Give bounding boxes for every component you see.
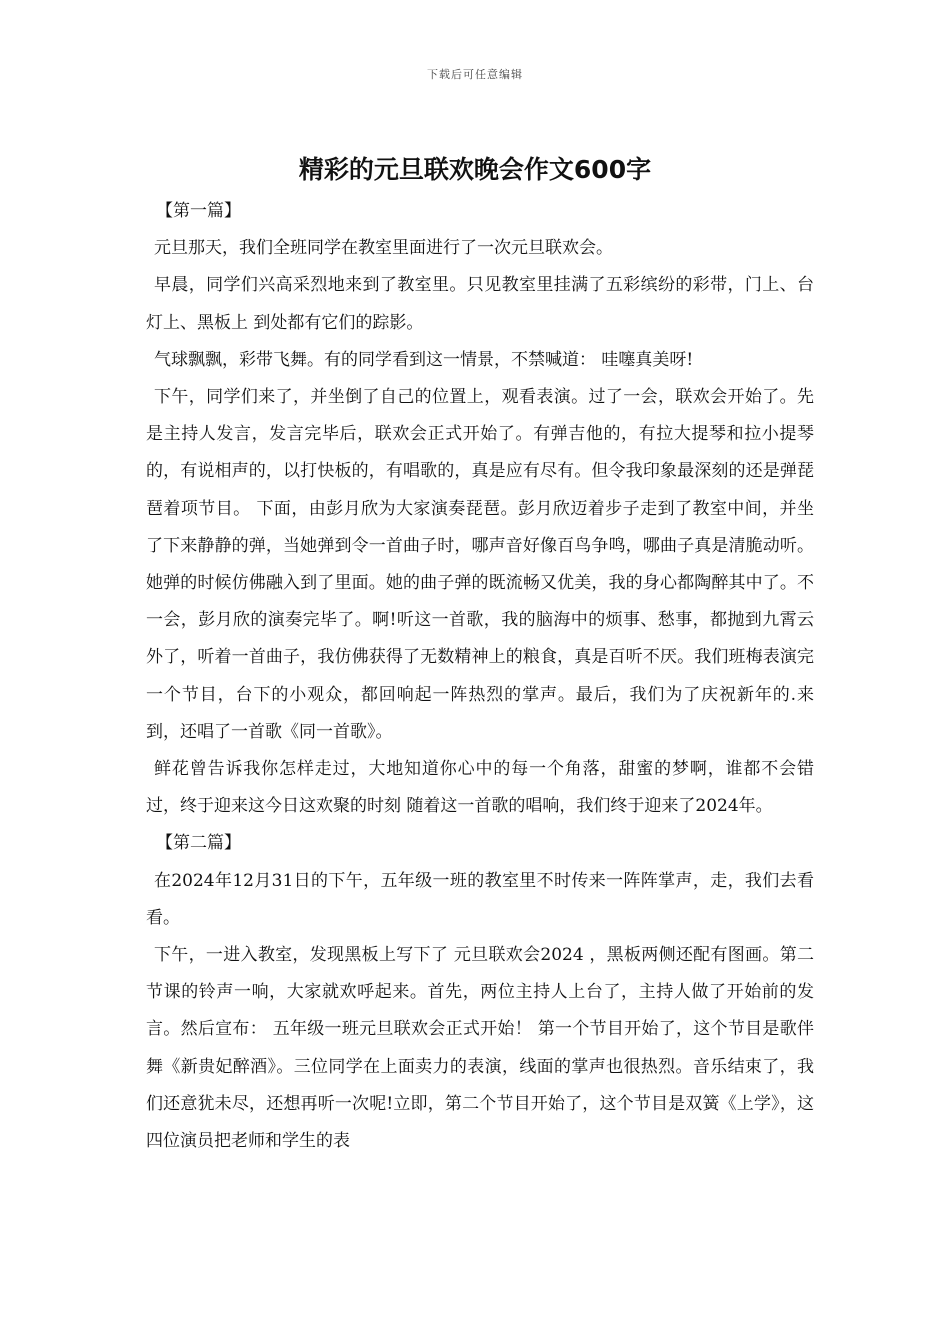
paragraph: 元旦那天，我们全班同学在教室里面进行了一次元旦联欢会。 (154, 238, 613, 259)
paragraph: 下午，一进入教室，发现黑板上写下了 元旦联欢会2024 ，黑板两侧还配有图画。第二节课的铃声一响，大家就欢呼起来。首先，两位主持人上台了，主持人做了开始前的发言。然后宣布： 五年级一班元旦联欢会正式开始！ 第一个节目开始了，这个节目是歌伴舞《新贵妃醉酒》。三位同学在上面卖力的表演，线面的掌声也很热烈。音乐结束了，我们还意犹未尽，还想再听一次呢!立即，第二个节目开始了，这个节目是双簧《上学》，这四位演员把老师和学生的表 (146, 945, 814, 1152)
header-note: 下载后可任意编辑 (427, 68, 523, 81)
section-one (146, 193, 814, 825)
section-heading: 【第二篇】 (156, 833, 241, 854)
paragraph: 早晨，同学们兴高采烈地来到了教室里。只见教室里挂满了五彩缤纷的彩带，门上、台灯上、黑板上 到处都有它们的踪影。 (146, 275, 814, 333)
article-body (146, 193, 814, 1160)
paragraph: 气球飘飘，彩带飞舞。有的同学看到这一情景，不禁喊道： 哇噻真美呀! (154, 349, 694, 370)
section-two (146, 825, 814, 1160)
paragraph: 鲜花曾告诉我你怎样走过，大地知道你心中的每一个角落，甜蜜的梦啊，谁都不会错过，终于迎来这今日这欢聚的时刻 随着这一首歌的唱响，我们终于迎来了2024年。 (146, 759, 814, 817)
paragraph: 在2024年12月31日的下午，五年级一班的教室里不时传来一阵阵掌声，走，我们去看看。 (146, 870, 814, 928)
paragraph: 下午，同学们来了，并坐倒了自己的位置上，观看表演。过了一会，联欢会开始了。先是主持人发言，发言完毕后，联欢会正式开始了。有弹吉他的，有拉大提琴和拉小提琴的，有说相声的，以打快板的，有唱歌的，真是应有尽有。但令我印象最深刻的还是弹琵琶着项节目。 下面，由彭月欣为大家演奏琵琶。彭月欣迈着步子走到了教室中间，并坐了下来静静的弹，当她弹到令一首曲子时，哪声音好像百鸟争鸣，哪曲子真是清脆动听。她弹的时候仿佛融入到了里面。她的曲子弹的既流畅又优美，我的身心都陶醉其中了。不一会，彭月欣的演奏完毕了。啊!听这一首歌，我的脑海中的烦事、愁事，都抛到九霄云外了，听着一首曲子，我仿佛获得了无数精神上的粮食，真是百听不厌。我们班梅表演完一个节目，台下的小观众，都回响起一阵热烈的掌声。最后，我们为了庆祝新年的.来到，还唱了一首歌《同一首歌》。 (146, 387, 814, 742)
page-title: 精彩的元旦联欢晚会作文600字 (298, 155, 652, 184)
section-heading: 【第一篇】 (156, 201, 241, 221)
